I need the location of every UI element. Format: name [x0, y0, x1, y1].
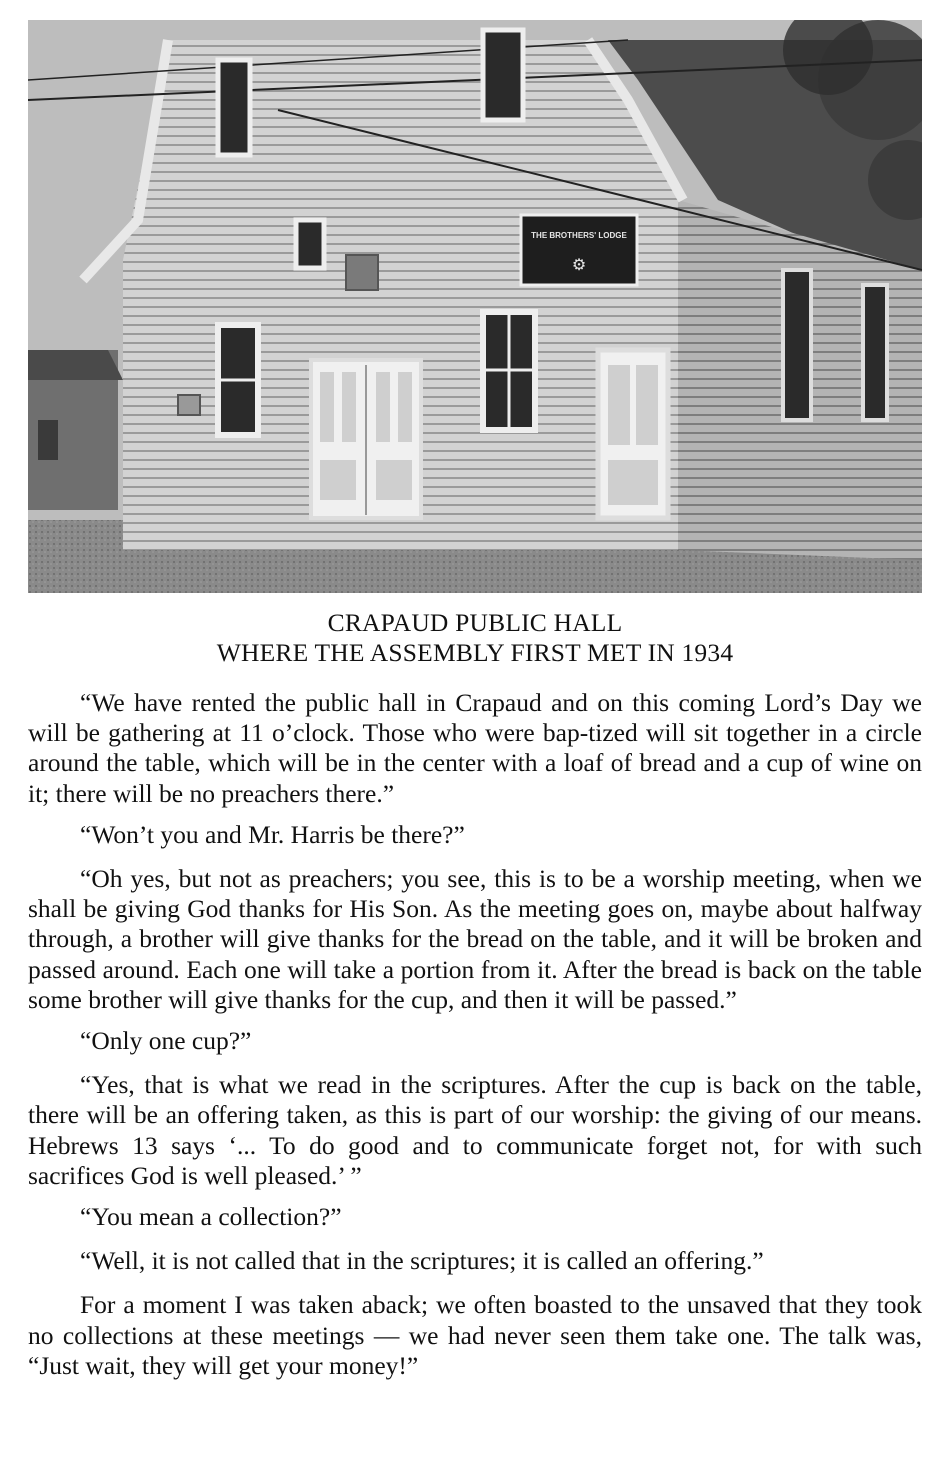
caption-line-2: WHERE THE ASSEMBLY FIRST MET IN 1934: [216, 638, 734, 667]
upper-window-right: [483, 30, 523, 120]
small-window: [296, 220, 324, 268]
lodge-sign: [521, 215, 637, 285]
svg-text:THE BROTHERS' LODGE: THE BROTHERS' LODGE: [531, 231, 627, 240]
photo-caption: [28, 608, 922, 668]
side-window-1: [783, 270, 811, 420]
side-window-2: [863, 285, 887, 420]
paragraph-8: For a moment I was taken aback; we often boasted to the unsaved that they took no collections at these meetings — we had never seen them take one. The talk was, “Just wait, they will get your money!”: [28, 1290, 922, 1380]
paragraph-6: “You mean a collection?”: [80, 1202, 342, 1232]
paragraph-5: “Yes, that is what we read in the scriptures. After the cup is back on the table, there will be an offering taken, as this is part of our worship: the giving of our means. Hebrews 13 says ‘... To do good and to communicate forget not, for with such sacrifices God is well pleased.’ ”: [28, 1070, 922, 1190]
svg-text:⚙: ⚙: [571, 257, 587, 274]
paragraph-7: “Well, it is not called that in the scriptures; it is called an offering.”: [80, 1246, 764, 1276]
side-front-door: [598, 350, 668, 518]
upper-window-left: [218, 60, 250, 155]
body-text: [28, 688, 922, 1392]
double-front-door: [311, 360, 421, 518]
paragraph-3: “Oh yes, but not as preachers; you see, this is to be a worship meeting, when we shall be giving God thanks for His Son. As the meeting goes on, maybe about halfway through, a brother will give thanks for the bread on the table, and it will be broken and passed around. Each one will take a portion from it. After the bread is back on the table some brother will give thanks for the cup, and then it will be passed.”: [28, 864, 922, 1014]
background-shed: [28, 350, 123, 510]
paragraph-2: “Won’t you and Mr. Harris be there?”: [80, 819, 465, 849]
paragraph-1: “We have rented the public hall in Crapaud and on this coming Lord’s Day we will be gathering at 11 o’clock. Those who were bap-tized will sit together in a circle around the table, which will be in the center with a loaf of bread and a cup of wine on it; there will be no preachers there.”: [28, 688, 922, 808]
caption-line-1: CRAPAUD PUBLIC HALL: [327, 608, 623, 637]
paragraph-4: “Only one cup?”: [80, 1026, 252, 1056]
hall-photograph: [28, 20, 922, 593]
